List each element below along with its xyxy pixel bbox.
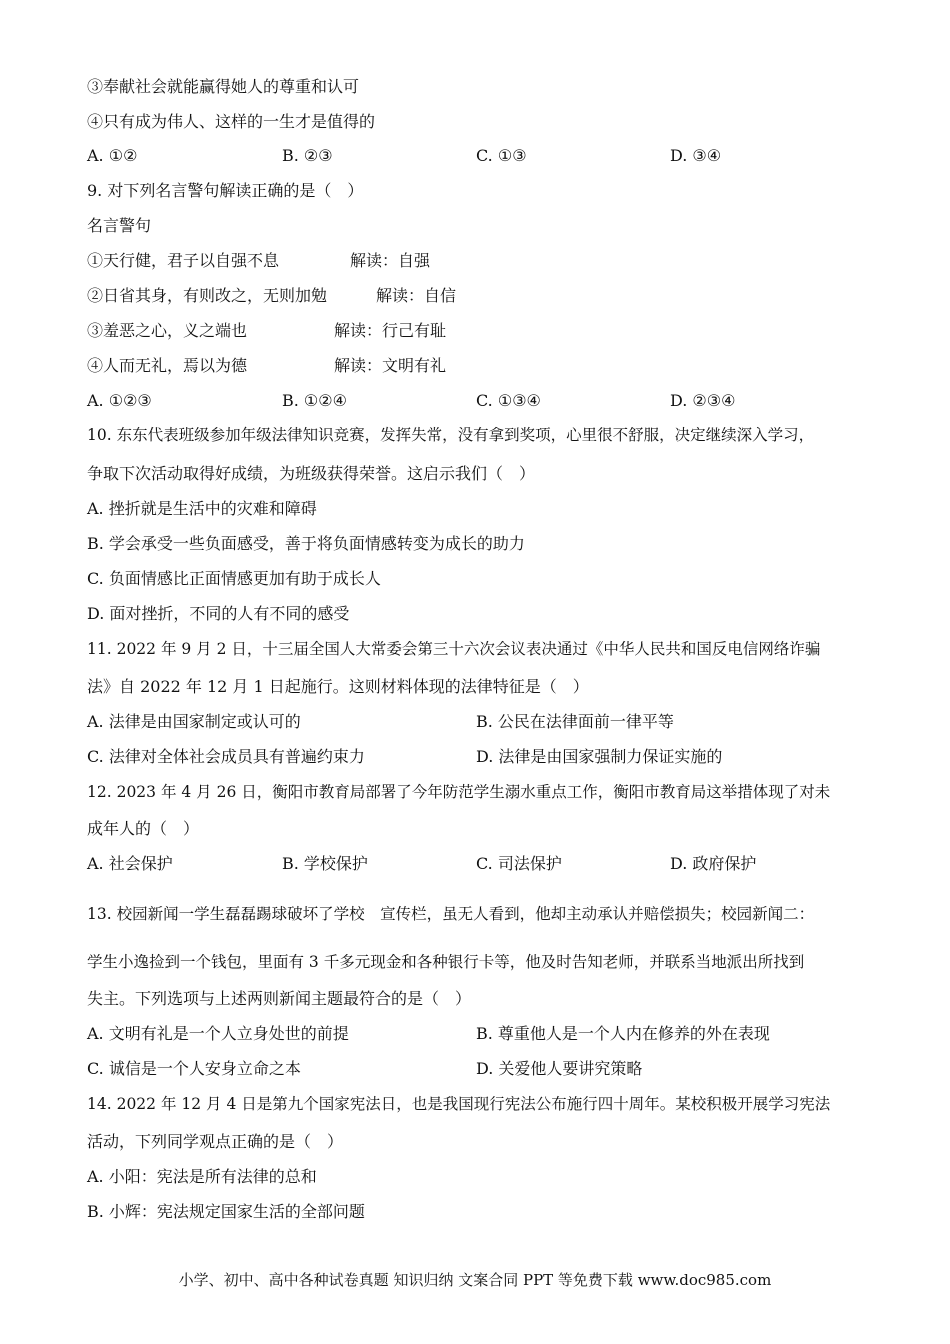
q9-quote-3: ③羞恶之心，义之端也 — [87, 321, 248, 340]
q13-option-a[interactable]: A. 文明有礼是一个人立身处世的前提 — [87, 1024, 349, 1043]
q14-stem-line-1: 14. 2022 年 12 月 4 日是第九个国家宪法日，也是我国现行宪法公布施行四十周年。某校积极开展学习宪法 — [87, 1095, 831, 1113]
q12-option-b[interactable]: B. 学校保护 — [282, 854, 368, 873]
q9-table-header: 名言警句 — [87, 216, 152, 235]
q12-option-c[interactable]: C. 司法保护 — [476, 854, 562, 873]
q9-option-d[interactable]: D. ②③④ — [670, 391, 736, 410]
q11-stem-line-2: 法》自 2022 年 12 月 1 日起施行。这则材料体现的法律特征是（ ） — [87, 677, 589, 696]
q13-option-b[interactable]: B. 尊重他人是一个人内在修养的外在表现 — [476, 1024, 770, 1043]
q12-option-a[interactable]: A. 社会保护 — [87, 854, 173, 873]
q9-option-a[interactable]: A. ①②③ — [87, 391, 152, 410]
q9-interp-4: 解读：文明有礼 — [334, 356, 447, 375]
q13-option-d[interactable]: D. 关爱他人要讲究策略 — [476, 1059, 643, 1078]
q12-stem-line-1: 12. 2023 年 4 月 26 日，衡阳市教育局部署了今年防范学生溺水重点工作，衡阳市教育局这举措体现了对未 — [87, 783, 831, 801]
q9-stem: 9. 对下列名言警句解读正确的是（ ） — [87, 181, 364, 200]
q8-statement-4: ④只有成为伟人、这样的一生才是值得的 — [87, 112, 376, 131]
q9-option-c[interactable]: C. ①③④ — [476, 391, 541, 410]
q14-option-b[interactable]: B. 小辉：宪法规定国家生活的全部问题 — [87, 1202, 365, 1221]
q10-option-c[interactable]: C. 负面情感比正面情感更加有助于成长人 — [87, 569, 381, 588]
q9-quote-2: ②日省其身，有则改之，无则加勉 — [87, 286, 328, 305]
q11-option-c[interactable]: C. 法律对全体社会成员具有普遍约束力 — [87, 747, 365, 766]
q8-option-d[interactable]: D. ③④ — [670, 146, 722, 165]
q9-interp-3: 解读：行己有耻 — [334, 321, 447, 340]
q14-stem-line-2: 活动，下列同学观点正确的是（ ） — [87, 1132, 344, 1151]
q10-stem-line-2: 争取下次活动取得好成绩，为班级获得荣誉。这启示我们（ ） — [87, 464, 536, 483]
q14-option-a[interactable]: A. 小阳：宪法是所有法律的总和 — [87, 1167, 317, 1186]
q8-option-b[interactable]: B. ②③ — [282, 146, 333, 165]
q13-stem-line-2: 学生小逸捡到一个钱包，里面有 3 千多元现金和各种银行卡等，他及时告知老师，并联系当地派出所找到 — [87, 953, 805, 971]
q13-option-c[interactable]: C. 诚信是一个人安身立命之本 — [87, 1059, 301, 1078]
q11-option-d[interactable]: D. 法律是由国家强制力保证实施的 — [476, 747, 723, 766]
q9-quote-4: ④人而无礼，焉以为德 — [87, 356, 248, 375]
q10-option-d[interactable]: D. 面对挫折，不同的人有不同的感受 — [87, 604, 350, 623]
q11-option-a[interactable]: A. 法律是由国家制定或认可的 — [87, 712, 301, 731]
q11-stem-line-1: 11. 2022 年 9 月 2 日，十三届全国人大常委会第三十六次会议表决通过《中华人民共和国反电信网络诈骗 — [87, 640, 821, 658]
q8-option-a[interactable]: A. ①② — [87, 146, 138, 165]
q11-option-b[interactable]: B. 公民在法律面前一律平等 — [476, 712, 674, 731]
page-footer: 小学、初中、高中各种试卷真题 知识归纳 文案合同 PPT 等免费下载 www.doc985.com — [178, 1271, 772, 1289]
q10-option-b[interactable]: B. 学会承受一些负面感受，善于将负面情感转变为成长的助力 — [87, 534, 525, 553]
q13-stem-line-3: 失主。下列选项与上述两则新闻主题最符合的是（ ） — [87, 989, 472, 1008]
q12-stem-line-2: 成年人的（ ） — [87, 819, 200, 838]
q9-interp-1: 解读：自强 — [350, 251, 431, 270]
q9-interp-2: 解读：自信 — [376, 286, 457, 305]
q12-option-d[interactable]: D. 政府保护 — [670, 854, 757, 873]
q9-quote-1: ①天行健，君子以自强不息 — [87, 251, 280, 270]
q9-option-b[interactable]: B. ①②④ — [282, 391, 347, 410]
q10-option-a[interactable]: A. 挫折就是生活中的灾难和障碍 — [87, 499, 317, 518]
q10-stem-line-1: 10. 东东代表班级参加年级法律知识竞赛，发挥失常，没有拿到奖项，心里很不舒服，决定继续深入学习， — [87, 426, 815, 444]
q8-option-c[interactable]: C. ①③ — [476, 146, 527, 165]
q8-statement-3: ③奉献社会就能赢得她人的尊重和认可 — [87, 77, 360, 96]
q13-stem-line-1: 13. 校园新闻一学生磊磊踢球破坏了学校 宣传栏，虽无人看到，他却主动承认并赔偿损失；校园新闻二： — [87, 905, 815, 923]
